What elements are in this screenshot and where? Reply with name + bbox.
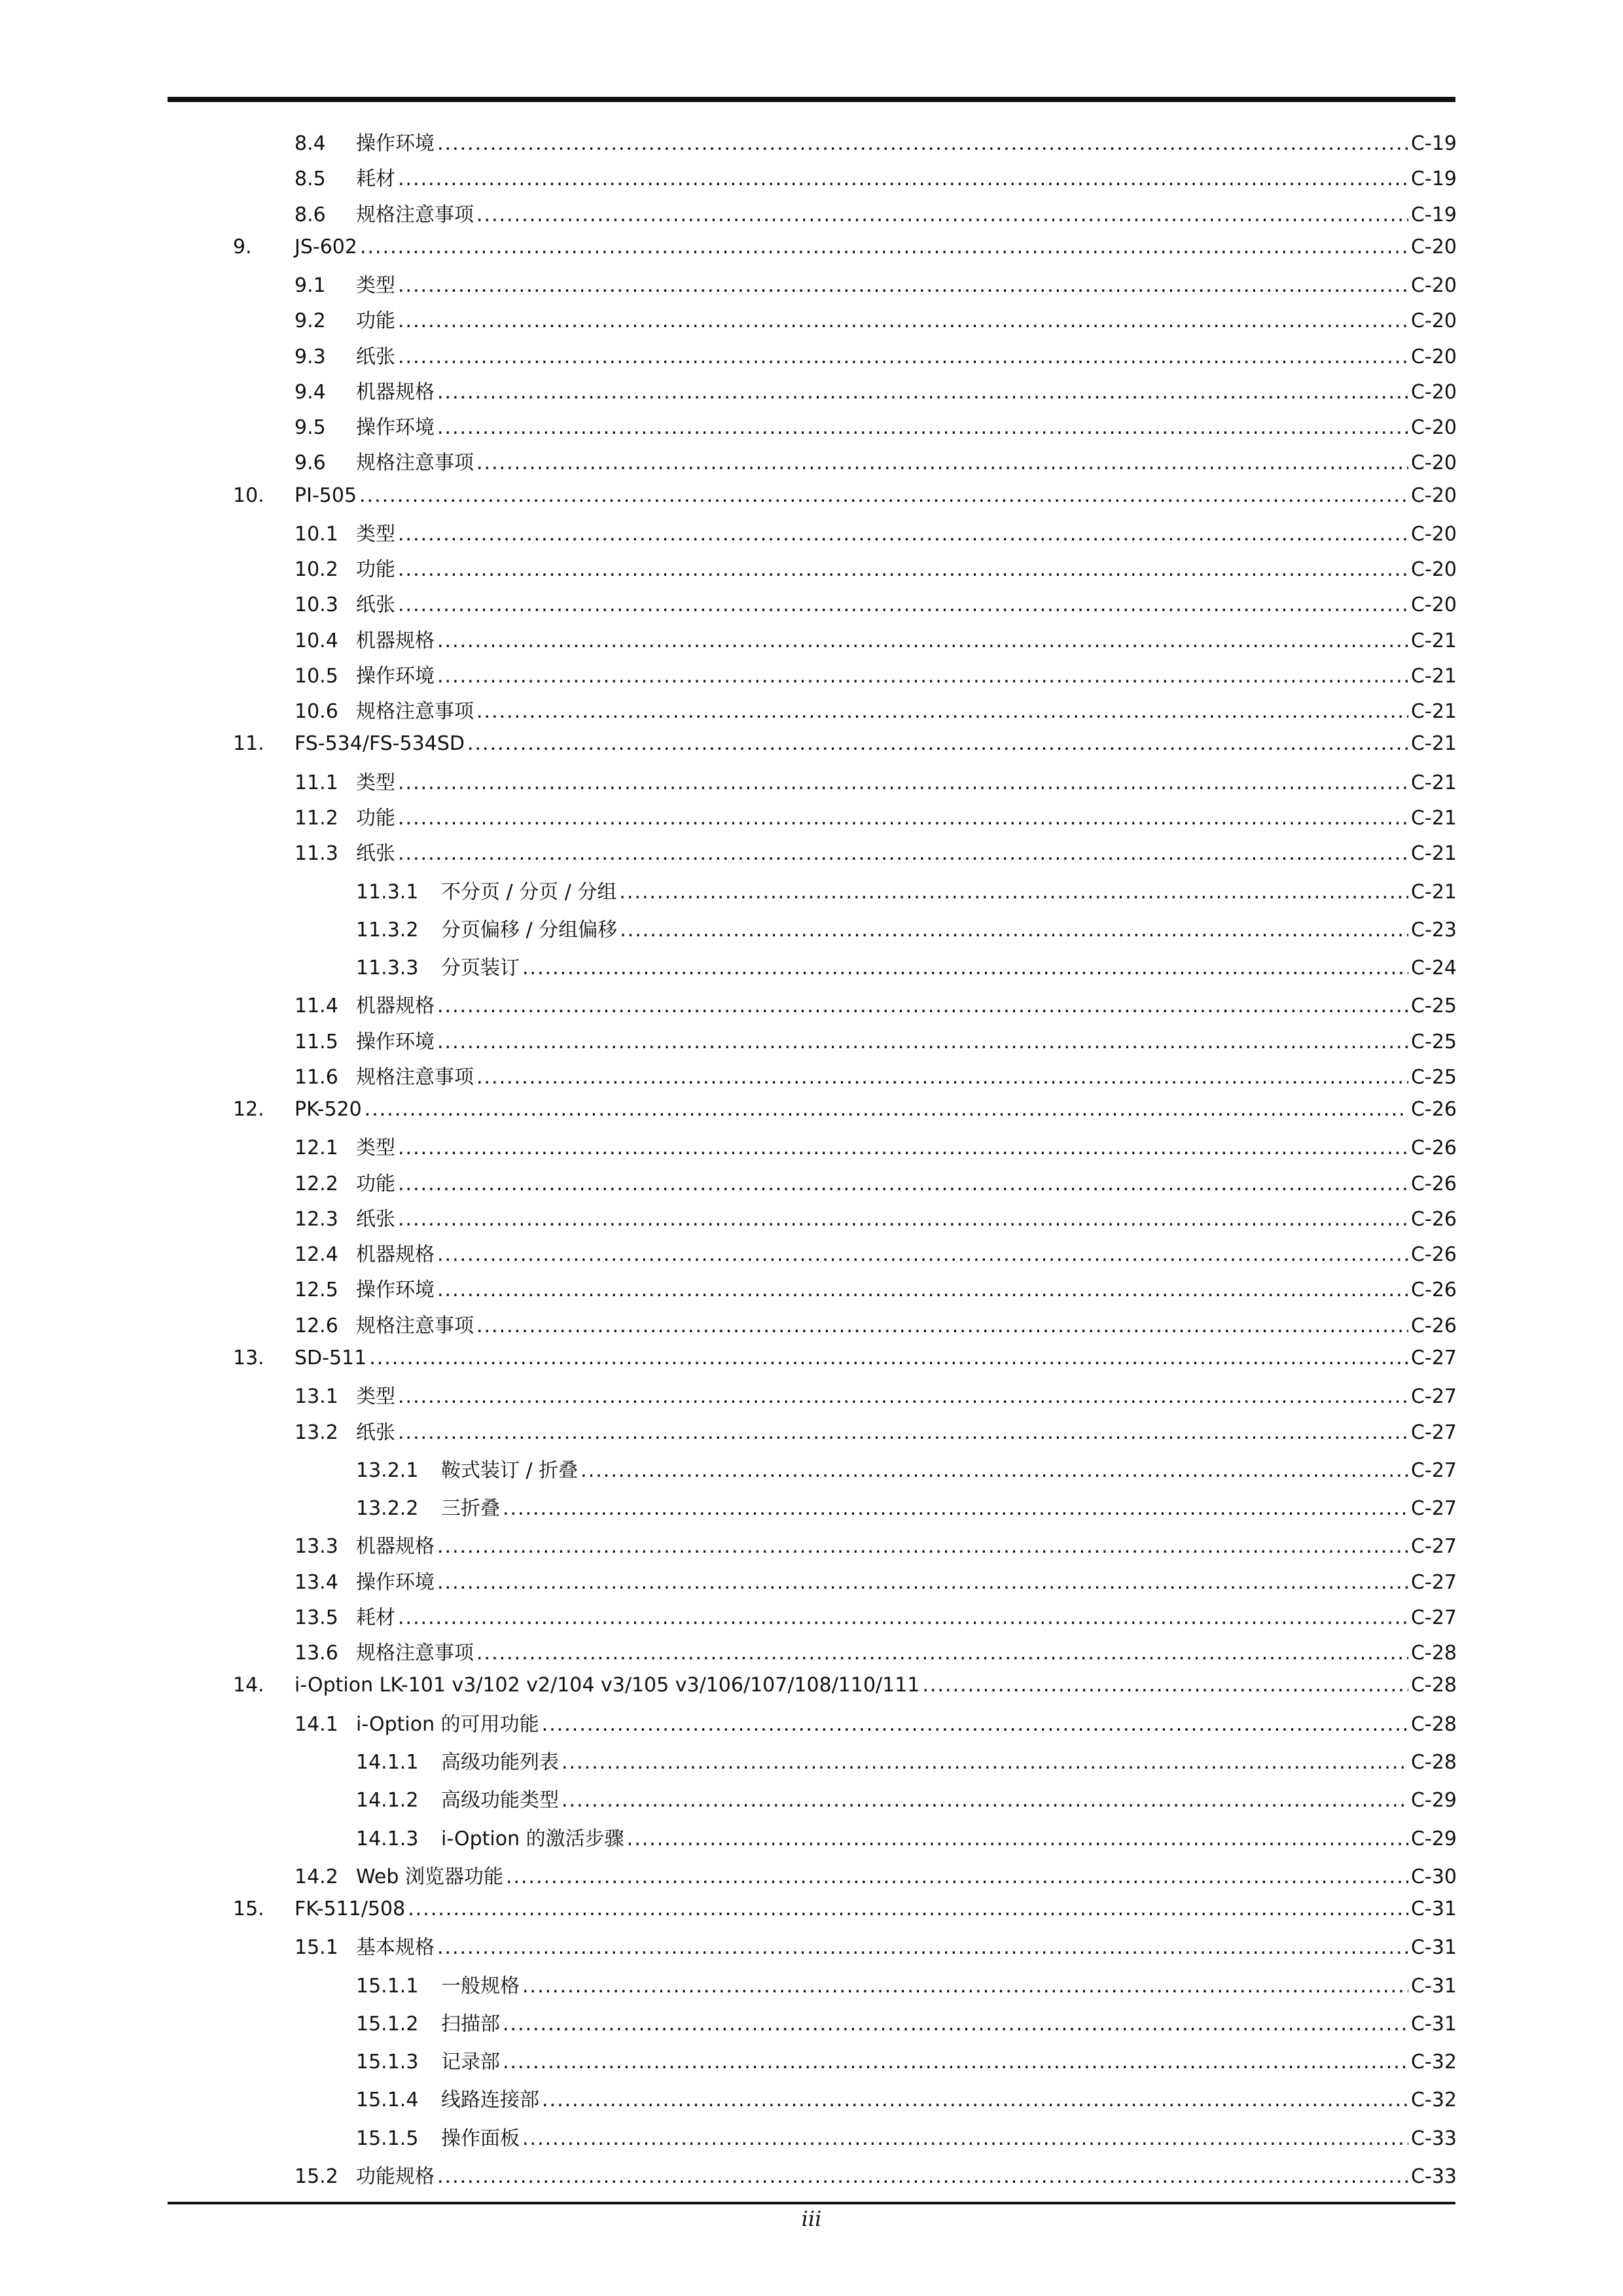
toc-entry-title: 纸张 xyxy=(356,1208,395,1231)
toc-entry-page: C-27 xyxy=(1411,1421,1457,1444)
toc-entry-title: 扫描部 xyxy=(441,2013,500,2036)
toc-dot-leader xyxy=(437,1243,1408,1267)
toc-dot-leader xyxy=(503,2013,1408,2036)
toc-entry-title: 机器规格 xyxy=(356,1243,435,1266)
toc-entry-page: C-33 xyxy=(1411,2127,1457,2150)
toc-entry[interactable] xyxy=(0,723,1457,756)
toc-entry-page: C-29 xyxy=(1411,1789,1457,1812)
toc-entry-title: 耗材 xyxy=(356,1606,395,1629)
toc-entry[interactable] xyxy=(0,265,1457,298)
toc-dot-leader xyxy=(476,1066,1408,1089)
toc-entry-number: 8.6 xyxy=(294,203,326,226)
toc-entry-page: C-27 xyxy=(1411,1385,1457,1408)
toc-dot-leader xyxy=(437,629,1408,653)
toc-entry[interactable] xyxy=(0,1163,1457,1196)
toc-entry-title: 纸张 xyxy=(356,1421,395,1444)
toc-entry[interactable] xyxy=(0,1488,1457,1521)
toc-entry-page: C-21 xyxy=(1411,842,1457,865)
toc-entry-number: 8.4 xyxy=(294,132,326,155)
toc-dot-leader xyxy=(522,957,1408,980)
toc-entry-title: 功能 xyxy=(356,1173,395,1195)
toc-entry-page: C-31 xyxy=(1411,1975,1457,1998)
toc-entry-title: 机器规格 xyxy=(356,381,435,404)
toc-dot-leader xyxy=(398,558,1408,582)
toc-entry-number: 12.2 xyxy=(294,1173,338,1195)
toc-dot-leader xyxy=(437,1279,1408,1302)
toc-entry-number: 9.6 xyxy=(294,451,326,474)
toc-entry-number: 14.1.1 xyxy=(356,1751,419,1774)
toc-entry-title: 记录部 xyxy=(441,2051,500,2074)
toc-entry-title: FS-534/FS-534SD xyxy=(294,732,465,755)
toc-entry-title: FK-511/508 xyxy=(294,1898,406,1920)
toc-entry[interactable] xyxy=(0,1597,1457,1630)
toc-entry-page: C-30 xyxy=(1411,1865,1457,1888)
toc-entry-number: 8.5 xyxy=(294,168,326,190)
toc-entry-title: 鞍式装订 / 折叠 xyxy=(441,1459,579,1482)
toc-entry-page: C-19 xyxy=(1411,168,1457,190)
toc-entry[interactable] xyxy=(0,2118,1457,2151)
toc-entry-page: C-26 xyxy=(1411,1173,1457,1195)
toc-dot-leader xyxy=(398,168,1408,191)
toc-dot-leader xyxy=(398,309,1408,333)
toc-dot-leader xyxy=(398,345,1408,369)
toc-entry-page: C-20 xyxy=(1411,523,1457,546)
toc-dot-leader xyxy=(365,1098,1408,1122)
toc-dot-leader xyxy=(437,381,1408,404)
toc-entry-page: C-29 xyxy=(1411,1828,1457,1850)
toc-entry-number: 12.6 xyxy=(294,1315,338,1337)
toc-dot-leader xyxy=(437,1571,1408,1595)
toc-entry[interactable] xyxy=(0,158,1457,191)
toc-entry-page: C-20 xyxy=(1411,593,1457,616)
toc-entry-title: 分页偏移 / 分组偏移 xyxy=(441,919,618,942)
toc-entry-title: 机器规格 xyxy=(356,629,435,652)
toc-entry-title: 操作环境 xyxy=(356,1279,435,1301)
toc-entry-number: 9.5 xyxy=(294,416,326,439)
toc-dot-leader xyxy=(359,484,1408,508)
toc-entry-title: 操作环境 xyxy=(356,1571,435,1594)
toc-entry[interactable] xyxy=(0,1927,1457,1960)
toc-entry-number: 13.2 xyxy=(294,1421,338,1444)
toc-entry-title: JS-602 xyxy=(294,236,357,258)
toc-entry-page: C-32 xyxy=(1411,2051,1457,2074)
toc-entry-page: C-26 xyxy=(1411,1208,1457,1231)
toc-dot-leader xyxy=(398,1385,1408,1409)
toc-entry-number: 11.4 xyxy=(294,995,338,1017)
toc-entry-number: 15.1.3 xyxy=(356,2051,419,2074)
toc-entry-page: C-25 xyxy=(1411,995,1457,1017)
toc-entry-page: C-21 xyxy=(1411,665,1457,688)
toc-entry-title: PK-520 xyxy=(294,1098,362,1121)
toc-entry-number: 11.5 xyxy=(294,1031,338,1053)
toc-entry-page: C-27 xyxy=(1411,1347,1457,1369)
toc-dot-leader xyxy=(627,1828,1408,1851)
toc-entry-title: 规格注意事项 xyxy=(356,700,474,723)
toc-entry-number: 9.1 xyxy=(294,274,326,297)
toc-entry[interactable] xyxy=(0,2079,1457,2112)
toc-entry-title: 类型 xyxy=(356,523,395,546)
toc-entry[interactable] xyxy=(0,1057,1457,1089)
toc-entry[interactable] xyxy=(0,1633,1457,1665)
toc-entry[interactable] xyxy=(0,1818,1457,1851)
toc-entry-number: 12.4 xyxy=(294,1243,338,1266)
toc-entry[interactable] xyxy=(0,1127,1457,1160)
toc-entry[interactable] xyxy=(0,549,1457,582)
toc-entry-page: C-21 xyxy=(1411,881,1457,904)
toc-entry-page: C-19 xyxy=(1411,132,1457,155)
toc-entry-number: 13.2.1 xyxy=(356,1459,419,1482)
toc-dot-leader xyxy=(476,1315,1408,1338)
toc-entry-title: 机器规格 xyxy=(356,995,435,1017)
toc-entry-page: C-26 xyxy=(1411,1315,1457,1337)
toc-entry-title: i-Option 的可用功能 xyxy=(356,1713,539,1736)
toc-entry[interactable] xyxy=(0,656,1457,688)
toc-entry-number: 13.6 xyxy=(294,1642,338,1665)
toc-entry-number: 15.1.2 xyxy=(356,2013,419,2036)
toc-entry[interactable] xyxy=(0,1742,1457,1775)
toc-entry-title: 功能 xyxy=(356,558,395,581)
toc-entry-number: 15.1.4 xyxy=(356,2089,419,2111)
toc-entry-page: C-24 xyxy=(1411,957,1457,980)
toc-entry-page: C-21 xyxy=(1411,732,1457,755)
toc-entry-number: 10.3 xyxy=(294,593,338,616)
toc-entry-number: 10.5 xyxy=(294,665,338,688)
toc-entry-page: C-28 xyxy=(1411,1713,1457,1736)
toc-entry-page: C-31 xyxy=(1411,2013,1457,2036)
toc-dot-leader xyxy=(437,416,1408,440)
toc-entry-number: 15.1 xyxy=(294,1936,338,1959)
toc-entry[interactable] xyxy=(0,123,1457,156)
toc-entry-page: C-21 xyxy=(1411,629,1457,652)
toc-entry-title: 基本规格 xyxy=(356,1936,435,1959)
toc-entry-number: 13.5 xyxy=(294,1606,338,1629)
toc-entry[interactable] xyxy=(0,2156,1457,2189)
toc-entry-page: C-20 xyxy=(1411,236,1457,258)
toc-entry-number: 10.2 xyxy=(294,558,338,581)
toc-entry-page: C-20 xyxy=(1411,381,1457,404)
toc-dot-leader xyxy=(398,842,1408,866)
toc-entry-title: 高级功能类型 xyxy=(441,1789,559,1812)
toc-entry[interactable] xyxy=(0,407,1457,440)
toc-entry-number: 10.6 xyxy=(294,700,338,723)
toc-entry-title: 一般规格 xyxy=(441,1975,520,1998)
toc-entry-page: C-19 xyxy=(1411,203,1457,226)
toc-dot-leader xyxy=(360,236,1408,259)
toc-dot-leader xyxy=(467,732,1408,756)
toc-dot-leader xyxy=(476,1642,1408,1665)
toc-entry-page: C-28 xyxy=(1411,1674,1457,1697)
toc-dot-leader xyxy=(437,1535,1408,1559)
toc-dot-leader xyxy=(522,2127,1408,2151)
toc-entry-title: 规格注意事项 xyxy=(356,451,474,474)
toc-entry-page: C-27 xyxy=(1411,1459,1457,1482)
toc-dot-leader xyxy=(476,700,1408,724)
toc-entry[interactable] xyxy=(0,1704,1457,1737)
toc-entry[interactable] xyxy=(0,762,1457,795)
toc-entry-title: 规格注意事项 xyxy=(356,1642,474,1665)
toc-entry-title: 类型 xyxy=(356,771,395,794)
toc-entry-title: SD-511 xyxy=(294,1347,367,1369)
toc-entry-title: i-Option LK-101 v3/102 v2/104 v3/105 v3/106/107/108/110/111 xyxy=(294,1674,920,1697)
toc-entry-number: 13.3 xyxy=(294,1535,338,1558)
toc-entry-title: 操作环境 xyxy=(356,132,435,155)
toc-entry-title: Web 浏览器功能 xyxy=(356,1865,503,1888)
toc-entry-title: 线路连接部 xyxy=(441,2089,539,2111)
toc-dot-leader xyxy=(398,1173,1408,1196)
toc-entry-title: 操作环境 xyxy=(356,416,435,439)
toc-entry[interactable] xyxy=(0,1376,1457,1409)
toc-entry-title: 功能 xyxy=(356,807,395,830)
toc-entry-page: C-20 xyxy=(1411,484,1457,507)
toc-entry[interactable] xyxy=(0,1021,1457,1054)
toc-entry[interactable] xyxy=(0,1199,1457,1231)
toc-entry[interactable] xyxy=(0,194,1457,227)
toc-entry-title: 不分页 / 分页 / 分组 xyxy=(441,881,617,904)
top-rule xyxy=(168,97,1455,102)
toc-entry[interactable] xyxy=(0,226,1457,259)
toc-dot-leader xyxy=(542,2089,1408,2112)
toc-entry[interactable] xyxy=(0,514,1457,546)
toc-dot-leader xyxy=(437,665,1408,688)
toc-dot-leader xyxy=(398,1137,1408,1160)
toc-entry[interactable] xyxy=(0,833,1457,866)
page-number: iii xyxy=(801,2206,822,2231)
toc-entry[interactable] xyxy=(0,1562,1457,1595)
toc-dot-leader xyxy=(437,2165,1408,2189)
toc-entry-title: 纸张 xyxy=(356,345,395,368)
toc-entry[interactable] xyxy=(0,300,1457,333)
toc-entry-number: 10. xyxy=(233,484,264,507)
toc-dot-leader xyxy=(398,1421,1408,1445)
toc-entry-number: 11.1 xyxy=(294,771,338,794)
toc-entry[interactable] xyxy=(0,584,1457,617)
toc-dot-leader xyxy=(398,1606,1408,1630)
toc-entry[interactable] xyxy=(0,1665,1457,1697)
toc-dot-leader xyxy=(437,1031,1408,1054)
toc-entry[interactable] xyxy=(0,2041,1457,2074)
toc-entry-page: C-25 xyxy=(1411,1031,1457,1053)
toc-entry-title: 功能 xyxy=(356,309,395,332)
toc-dot-leader xyxy=(437,1936,1408,1960)
toc-entry-number: 13.1 xyxy=(294,1385,338,1408)
toc-entry-number: 11.3.3 xyxy=(356,957,419,980)
toc-dot-leader xyxy=(398,1208,1408,1231)
toc-entry[interactable] xyxy=(0,1526,1457,1559)
toc-entry-number: 10.1 xyxy=(294,523,338,546)
toc-entry[interactable] xyxy=(0,798,1457,830)
toc-dot-leader xyxy=(408,1898,1408,1921)
toc-entry-title: 三折叠 xyxy=(441,1497,500,1520)
toc-dot-leader xyxy=(398,593,1408,617)
toc-entry-page: C-20 xyxy=(1411,274,1457,297)
toc-entry[interactable] xyxy=(0,2004,1457,2036)
toc-dot-leader xyxy=(506,1865,1408,1889)
toc-entry-title: 功能规格 xyxy=(356,2165,435,2188)
toc-entry-page: C-20 xyxy=(1411,558,1457,581)
toc-dot-leader xyxy=(476,203,1408,227)
toc-entry[interactable] xyxy=(0,336,1457,369)
toc-entry[interactable] xyxy=(0,475,1457,508)
toc-entry-page: C-20 xyxy=(1411,309,1457,332)
toc-entry[interactable] xyxy=(0,872,1457,904)
toc-entry-page: C-26 xyxy=(1411,1279,1457,1301)
toc-entry-number: 9.2 xyxy=(294,309,326,332)
toc-dot-leader xyxy=(522,1975,1408,1998)
toc-entry-title: 纸张 xyxy=(356,593,395,616)
toc-entry[interactable] xyxy=(0,1780,1457,1812)
toc-dot-leader xyxy=(398,771,1408,795)
toc-dot-leader xyxy=(542,1713,1408,1737)
toc-entry-page: C-23 xyxy=(1411,919,1457,942)
toc-entry-title: 分页装订 xyxy=(441,957,520,980)
toc-dot-leader xyxy=(398,523,1408,546)
toc-dot-leader xyxy=(620,919,1408,942)
toc-entry[interactable] xyxy=(0,1305,1457,1338)
toc-entry-number: 9.4 xyxy=(294,381,326,404)
toc-entry-title: 操作面板 xyxy=(441,2127,520,2150)
toc-dot-leader xyxy=(398,274,1408,298)
toc-entry-title: 类型 xyxy=(356,1385,395,1408)
toc-entry-number: 15. xyxy=(233,1898,264,1920)
toc-dot-leader xyxy=(562,1751,1408,1775)
toc-entry[interactable] xyxy=(0,1856,1457,1889)
toc-entry[interactable] xyxy=(0,691,1457,724)
toc-entry-page: C-28 xyxy=(1411,1751,1457,1774)
toc-entry-title: 类型 xyxy=(356,1137,395,1159)
toc-entry-number: 15.1.5 xyxy=(356,2127,419,2150)
toc-dot-leader xyxy=(562,1789,1408,1812)
toc-entry[interactable] xyxy=(0,1089,1457,1122)
toc-dot-leader xyxy=(503,2051,1408,2074)
toc-entry[interactable] xyxy=(0,985,1457,1018)
toc-entry-title: 纸张 xyxy=(356,842,395,865)
toc-entry-page: C-25 xyxy=(1411,1066,1457,1089)
toc-entry-title: 规格注意事项 xyxy=(356,1315,474,1337)
toc-dot-leader xyxy=(369,1347,1408,1370)
toc-dot-leader xyxy=(437,995,1408,1018)
toc-entry-page: C-20 xyxy=(1411,416,1457,439)
toc-entry-title: i-Option 的激活步骤 xyxy=(441,1828,624,1850)
toc-dot-leader xyxy=(503,1497,1408,1521)
toc-entry-title: 规格注意事项 xyxy=(356,203,474,226)
toc-entry-title: 规格注意事项 xyxy=(356,1066,474,1089)
toc-entry-number: 12.1 xyxy=(294,1137,338,1159)
toc-entry-page: C-21 xyxy=(1411,700,1457,723)
toc-entry-number: 9. xyxy=(233,236,252,258)
toc-entry-number: 11.3 xyxy=(294,842,338,865)
toc-dot-leader xyxy=(398,807,1408,830)
toc-entry-number: 13.2.2 xyxy=(356,1497,419,1520)
toc-entry[interactable] xyxy=(0,442,1457,475)
toc-entry[interactable] xyxy=(0,1966,1457,1998)
toc-entry-page: C-27 xyxy=(1411,1571,1457,1594)
toc-entry[interactable] xyxy=(0,372,1457,404)
toc-entry[interactable] xyxy=(0,1412,1457,1445)
toc-dot-leader xyxy=(619,881,1408,904)
toc-entry[interactable] xyxy=(0,1234,1457,1267)
toc-entry-page: C-27 xyxy=(1411,1606,1457,1629)
toc-entry[interactable] xyxy=(0,1450,1457,1483)
toc-entry-page: C-27 xyxy=(1411,1535,1457,1558)
toc-entry[interactable] xyxy=(0,1269,1457,1302)
toc-entry[interactable] xyxy=(0,620,1457,653)
toc-entry-title: 耗材 xyxy=(356,168,395,190)
toc-entry-number: 11.3.2 xyxy=(356,919,419,942)
toc-entry-page: C-31 xyxy=(1411,1898,1457,1920)
toc-entry-number: 11.6 xyxy=(294,1066,338,1089)
toc-dot-leader xyxy=(922,1674,1408,1697)
toc-entry-number: 12. xyxy=(233,1098,264,1121)
toc-entry-page: C-26 xyxy=(1411,1137,1457,1159)
toc-entry-number: 12.5 xyxy=(294,1279,338,1301)
toc-entry-page: C-32 xyxy=(1411,2089,1457,2111)
toc-entry-page: C-21 xyxy=(1411,807,1457,830)
toc-dot-leader xyxy=(476,451,1408,475)
toc-entry-title: 操作环境 xyxy=(356,1031,435,1053)
toc-entry-page: C-27 xyxy=(1411,1497,1457,1520)
toc-entry-number: 9.3 xyxy=(294,345,326,368)
toc-entry-number: 15.1.1 xyxy=(356,1975,419,1998)
toc-entry-page: C-26 xyxy=(1411,1098,1457,1121)
toc-entry-title: 机器规格 xyxy=(356,1535,435,1558)
toc-entry[interactable] xyxy=(0,1888,1457,1921)
toc-entry[interactable] xyxy=(0,1337,1457,1370)
toc-dot-leader xyxy=(580,1459,1408,1483)
toc-entry-number: 11. xyxy=(233,732,264,755)
bottom-rule xyxy=(168,2202,1455,2204)
toc-entry-page: C-21 xyxy=(1411,771,1457,794)
toc-entry-number: 15.2 xyxy=(294,2165,338,2188)
toc-entry-number: 14.1.2 xyxy=(356,1789,419,1812)
toc-entry-number: 14.1.3 xyxy=(356,1828,419,1850)
toc-dot-leader xyxy=(437,132,1408,156)
toc-entry[interactable] xyxy=(0,910,1457,942)
toc-entry-number: 13. xyxy=(233,1347,264,1369)
toc-entry-number: 13.4 xyxy=(294,1571,338,1594)
toc-entry-page: C-20 xyxy=(1411,345,1457,368)
toc-entry-number: 14.1 xyxy=(294,1713,338,1736)
toc-entry-number: 11.3.1 xyxy=(356,881,419,904)
toc-entry[interactable] xyxy=(0,947,1457,980)
toc-entry-page: C-20 xyxy=(1411,451,1457,474)
toc-entry-page: C-28 xyxy=(1411,1642,1457,1665)
toc-entry-title: 高级功能列表 xyxy=(441,1751,559,1774)
toc-entry-page: C-33 xyxy=(1411,2165,1457,2188)
toc-entry-number: 14. xyxy=(233,1674,264,1697)
toc-entry-title: 操作环境 xyxy=(356,665,435,688)
toc-entry-number: 14.2 xyxy=(294,1865,338,1888)
toc-entry-page: C-31 xyxy=(1411,1936,1457,1959)
toc-entry-number: 11.2 xyxy=(294,807,338,830)
toc-entry-title: 类型 xyxy=(356,274,395,297)
toc-entry-number: 12.3 xyxy=(294,1208,338,1231)
toc-entry-page: C-26 xyxy=(1411,1243,1457,1266)
toc-entry-title: PI-505 xyxy=(294,484,357,507)
toc-entry-number: 10.4 xyxy=(294,629,338,652)
